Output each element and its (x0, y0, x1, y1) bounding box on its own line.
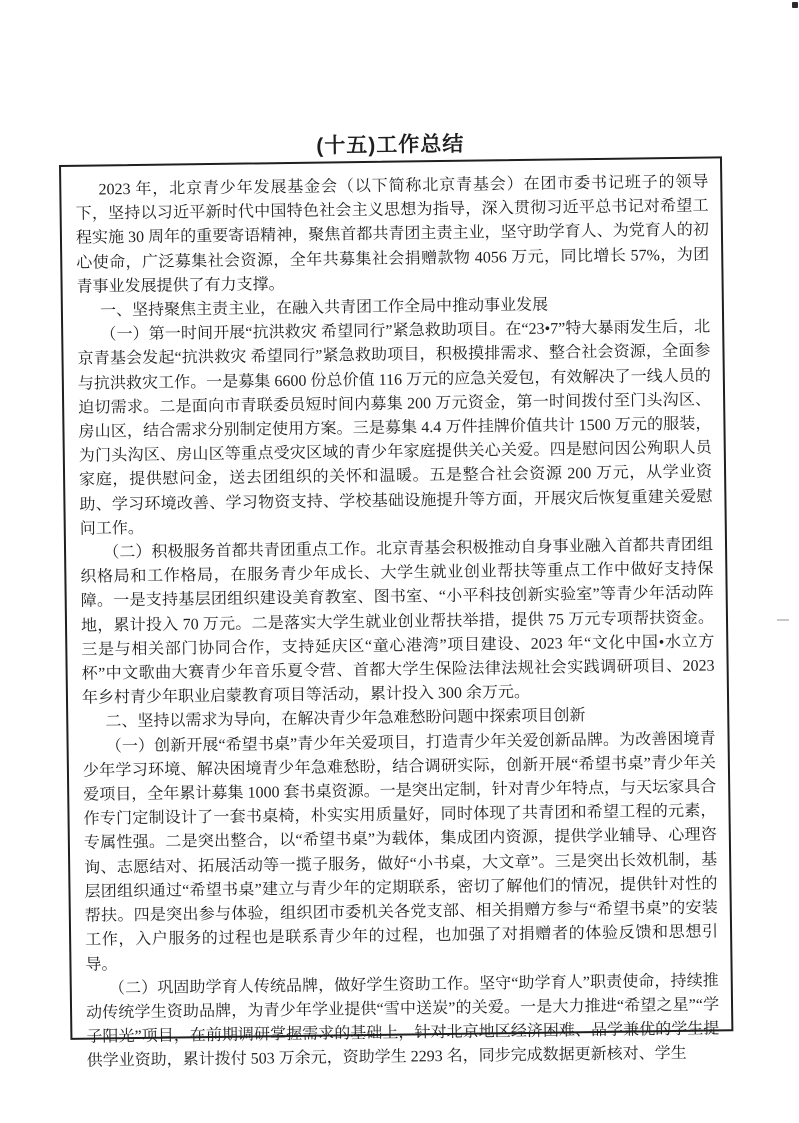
section-heading: 一、坚持聚焦主责主业，在融入共青团工作全局中推动事业发展 (99, 296, 549, 320)
document-body (75, 171, 720, 1075)
scan-smudge (777, 619, 789, 621)
document-frame (59, 156, 733, 1071)
scan-artifact (792, 2, 798, 8)
body-paragraph: 2023 年，北京青少年发展基金会（以下简称北京青基会）在团市委书记班子的领导下，坚持以习近平新时代中国特色社会主义思想为指导，深入贯彻习近平总书记对希望工程实施 30 周年的重要寄语精神，聚焦首都共青团主责主业，坚守助学育人、为党育人的初心使命，广泛募集社会资源，全年共募集社会捐赠款物 4056 万元，同比增长 57%，为团青事业发展提供了有力支撑。 (75, 173, 710, 296)
body-paragraph: （一）创新开展“希望书桌”青少年关爱项目，打造青少年关爱创新品牌。为改善困境青少年学习环境、解决困境青少年急难愁盼，结合调研实际，创新开展“希望书桌”青少年关爱项目，全年累计募集 1000 套书桌资源。一是突出定制，针对青少年特点，与天坛家具合作专门定制设计了一套书桌椅，朴实实用质量好，同时体现了共青团和希望工程的元素，专属性强。二是突出整合，以“希望书桌”为载体，集成团内资源，提供学业辅导、心理咨询、志愿结对、拓展活动等一揽子服务，做好“小书桌，大文章”。三是突出长效机制，基层团组织通过“希望书桌”建立与青少年的定期联系，密切了解他们的情况，提供针对性的帮扶。四是突出参与体验，组织团市委机关各党支部、相关捐赠方参与“希望书桌”的安装工作，入户服务的过程也是联系青少年的过程，也加强了对捐赠者的体验反馈和思想引导。 (82, 730, 719, 974)
section-heading: 二、坚持以需求为导向，在解决青少年急难愁盼问题中探索项目创新 (105, 707, 586, 731)
body-paragraph: （二）巩固助学育人传统品牌，做好学生资助工作。坚守“助学育人”职责使命，持续推动传统学生资助品牌，为青少年学业提供“雪中送炭”的关爱。一是大力推进“希望之星”“学子阳光”项目，在前期调研掌握需求的基础上，针对北京地区经济困难、品学兼优的学生提供学业资助，累计拨付 503 万余元，资助学生 2293 名，同步完成数据更新核对、学生 (85, 972, 720, 1071)
body-paragraph: （二）积极服务首都共青团重点工作。北京青基会积极推动自身事业融入首都共青团组织格局和工作格局，在服务青少年成长、大学生就业创业帮扶等重点工作中做好支持保障。一是支持基层团组织建设美育教室、图书室、“小平科技创新实验室”等青少年活动阵地，累计投入 70 万元。二是落实大学生就业创业帮扶举措，提供 75 万元专项帮扶资金。三是与相关部门协同合作，支持延庆区“童心港湾”项目建设、2023 年“文化中国•水立方杯”中文歌曲大赛青少年音乐夏令营、首都大学生保险法律法规社会实践调研项目、2023 年乡村青少年职业启蒙教育项目等活动，累计投入 300 余万元。 (80, 536, 715, 708)
body-paragraph: （一）第一时间开展“抗洪救灾 希望同行”紧急救助项目。在“23•7”特大暴雨发生后，北京青基会发起“抗洪救灾 希望同行”紧急救助项目，积极摸排需求、整合社会资源，全面参与抗洪救灾工作。一是募集 6600 份总价值 116 万元的应急关爱包，有效解决了一线人员的迫切需求。二是面向市青联委员短时间内募集 200 万元资金，第一时间拨付至门头沟区、房山区，结合需求分别制定使用方案。三是募集 4.4 万件挂牌价值共计 1500 万元的服装，为门头沟区、房山区等重点受灾区域的青少年家庭提供关心关爱。四是慰问因公殉职人员家庭，提供慰问金，送去团组织的关怀和温暖。五是整合社会资源 200 万元，从学业资助、学习环境改善、学习物资支持、学校基础设施提升等方面，开展灾后恢复重建关爱慰问工作。 (77, 318, 713, 538)
page-title: (十五)工作总结 (316, 132, 465, 158)
